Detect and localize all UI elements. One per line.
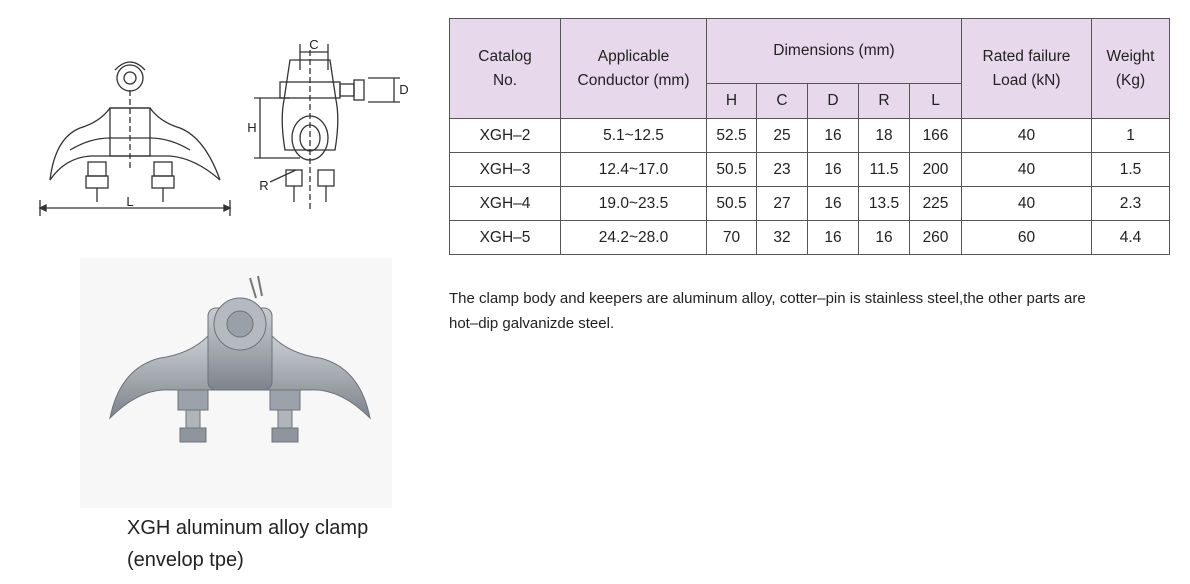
note-line-2: hot–dip galvanizde steel. [449, 315, 615, 332]
cell-l: 225 [910, 187, 962, 221]
cell-c: 23 [757, 153, 808, 187]
cell-conductor: 12.4~17.0 [561, 153, 707, 187]
cell-h: 50.5 [707, 153, 757, 187]
cell-l: 260 [910, 221, 962, 255]
clamp-front-drawing [30, 30, 240, 230]
cell-r: 16 [859, 221, 910, 255]
cell-d: 16 [808, 221, 859, 255]
table-row [450, 153, 1170, 187]
table-row [450, 221, 1170, 255]
cell-catalog: XGH–4 [450, 187, 561, 221]
header-l: L [910, 84, 962, 119]
cell-l: 166 [910, 119, 962, 153]
dimension-l-label: L [126, 194, 134, 209]
product-photo [80, 258, 392, 508]
cell-rated: 40 [962, 187, 1092, 221]
cell-h: 70 [707, 221, 757, 255]
cell-r: 13.5 [859, 187, 910, 221]
cell-catalog: XGH–2 [450, 119, 561, 153]
header-dimensions: Dimensions (mm) [707, 19, 962, 84]
table-row [450, 187, 1170, 221]
cell-weight: 1.5 [1092, 153, 1170, 187]
cell-catalog: XGH–3 [450, 153, 561, 187]
cell-catalog: XGH–5 [450, 221, 561, 255]
cell-conductor: 5.1~12.5 [561, 119, 707, 153]
cell-rated: 40 [962, 119, 1092, 153]
header-weight: Weight (Kg) [1092, 19, 1170, 119]
caption-subtitle: (envelop tpe) [127, 549, 244, 571]
cell-conductor: 19.0~23.5 [561, 187, 707, 221]
dimension-d-label: D [399, 82, 409, 97]
specification-table [449, 18, 1170, 255]
header-rated-load: Rated failure Load (kN) [962, 19, 1092, 119]
clamp-side-drawing [240, 30, 410, 220]
cell-rated: 60 [962, 221, 1092, 255]
cell-l: 200 [910, 153, 962, 187]
cell-h: 52.5 [707, 119, 757, 153]
cell-d: 16 [808, 119, 859, 153]
dimension-r-label: R [259, 178, 269, 193]
cell-r: 11.5 [859, 153, 910, 187]
cell-rated: 40 [962, 153, 1092, 187]
table-row [450, 119, 1170, 153]
cell-conductor: 24.2~28.0 [561, 221, 707, 255]
header-conductor: Applicable Conductor (mm) [561, 19, 707, 119]
cell-c: 27 [757, 187, 808, 221]
note-line-1: The clamp body and keepers are aluminum alloy, cotter–pin is stainless steel,the other parts are [449, 290, 1086, 307]
header-catalog: Catalog No. [450, 19, 561, 119]
dimension-h-label: H [247, 120, 257, 135]
cell-h: 50.5 [707, 187, 757, 221]
cell-weight: 2.3 [1092, 187, 1170, 221]
cell-d: 16 [808, 187, 859, 221]
header-r: R [859, 84, 910, 119]
header-c: C [757, 84, 808, 119]
cell-weight: 1 [1092, 119, 1170, 153]
cell-weight: 4.4 [1092, 221, 1170, 255]
header-d: D [808, 84, 859, 119]
clamp-photo-illustration [80, 258, 392, 508]
cell-d: 16 [808, 153, 859, 187]
cell-r: 18 [859, 119, 910, 153]
caption-title: XGH aluminum alloy clamp [127, 517, 369, 539]
dimension-c-label: C [309, 37, 319, 52]
header-h: H [707, 84, 757, 119]
material-note [449, 286, 1179, 336]
cell-c: 25 [757, 119, 808, 153]
product-caption [127, 512, 368, 576]
cell-c: 32 [757, 221, 808, 255]
